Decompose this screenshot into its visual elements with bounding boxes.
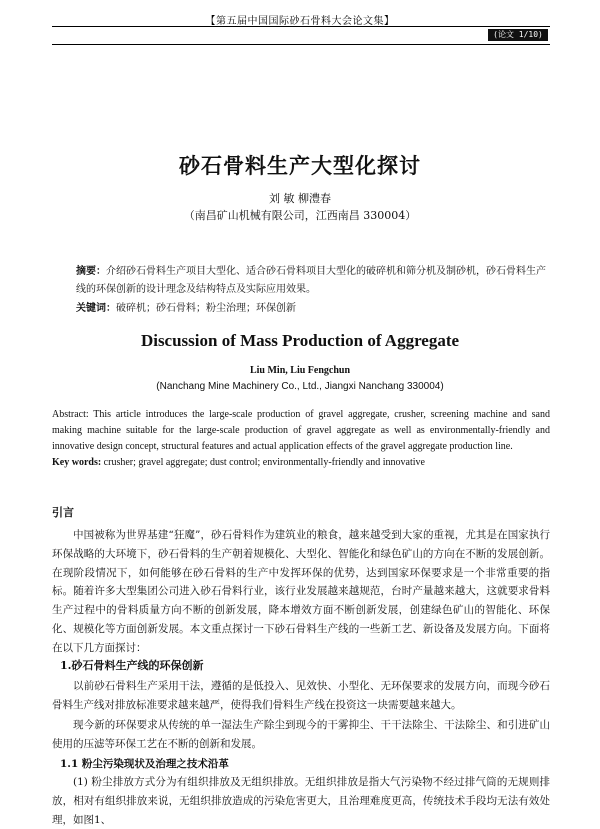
english-abstract-text: This article introduces the large-scale production of gravel aggregate, crusher, screening machine and sand making machine suitable for the large-scale production of gravel aggregate as well as environmentally-friendly and innovative design concept, structural features and actual application effects of the gravel aggregate production line.: [52, 409, 550, 452]
chinese-abstract: [76, 263, 554, 299]
chinese-keywords-text: 破碎机；砂石骨料；粉尘治理；环保创新: [116, 303, 296, 314]
english-abstract-label: Abstract:: [52, 409, 89, 420]
chinese-abstract-label: 摘要：: [76, 266, 106, 277]
section-1-heading: 1.砂石骨料生产线的环保创新: [60, 659, 204, 672]
chinese-abstract-text: 介绍砂石骨料生产项目大型化、适合砂石骨料项目大型化的破碎机和筛分机及制砂机，砂石骨料生产线的环保创新的设计理念及结构特点及实际应用效果。: [76, 266, 546, 295]
section-1-paragraph-2: 现今新的环保要求从传统的单一湿法生产除尘到现今的干雾抑尘、干干法除尘、干法除尘、和引进矿山使用的压滤等环保工艺在不断的创新和发展。: [52, 719, 550, 750]
english-keywords-text: crusher; gravel aggregate; dust control; environmentally-friendly and innovative: [101, 457, 425, 468]
header-rule-top: [52, 26, 550, 27]
subsection-paragraph: (1) 粉尘排放方式分为有组织排放及无组织排放。无组织排放是指大气污染物不经过排气筒的无规则排放，相对有组织排放来说，无组织排放造成的污染危害更大，且治理难度更高，传统技术手段均无法有效处理，如图1、: [52, 776, 550, 826]
subsection-heading: 1.1 粉尘污染现状及治理之技术沿革: [60, 758, 229, 770]
english-keywords: [52, 457, 550, 468]
chinese-affiliation: （南昌矿山机械有限公司，江西南昌 330004）: [183, 209, 417, 222]
english-keywords-label: Key words:: [52, 457, 102, 468]
chinese-keywords: [76, 299, 554, 314]
english-affiliation: (Nanchang Mine Machinery Co., Ltd., Jiangxi Nanchang 330004): [156, 381, 444, 392]
intro-heading: 引言: [52, 506, 74, 519]
english-abstract: [52, 407, 550, 455]
intro-paragraph: 中国被称为世界基建“狂魔”，砂石骨料作为建筑业的粮食，越来越受到大家的重视，尤其是在国家执行环保战略的大环境下，砂石骨料的生产朝着规模化、大型化、智能化和绿色矿山的方向在不断的发展创新。在现阶段情况下，如何能够在砂石骨料的生产中发挥环保的优势，达到国家环保要求是一个非常重要的指标。随着许多大型集团公司进入砂石骨料行业，该行业发展越来越规范，台时产量越来越大，这就要求骨料生产过程中的骨料质量方向不断的创新发展，降本增效方面不断创新发展，创建绿色矿山的智能化、环保化、规模化等方面创新发展。本文重点探讨一下砂石骨料生产线的一些新工艺、新设备及发展方向。下面将在以下几方面探讨：: [52, 529, 550, 654]
header-rule-bottom: [52, 44, 550, 45]
chinese-keywords-label: 关键词：: [76, 303, 116, 314]
chinese-title: 砂石骨料生产大型化探讨: [179, 154, 421, 178]
section-1-paragraph-1: 以前砂石骨料生产采用干法，遵循的是低投入、见效快、小型化、无环保要求的发展方向，而现今砂石骨料生产线对排放标准要求越来越严，使得我们骨料生产线在投资这一块需要越来越大。: [52, 680, 550, 711]
corner-tag: (论文 1/10): [488, 29, 548, 41]
chinese-authors: 刘 敏 柳澧春: [269, 192, 331, 205]
running-header: 【第五届中国国际砂石骨料大会论文集】: [205, 16, 395, 27]
english-authors: Liu Min, Liu Fengchun: [249, 365, 351, 376]
english-title: Discussion of Mass Production of Aggregate: [140, 331, 460, 350]
